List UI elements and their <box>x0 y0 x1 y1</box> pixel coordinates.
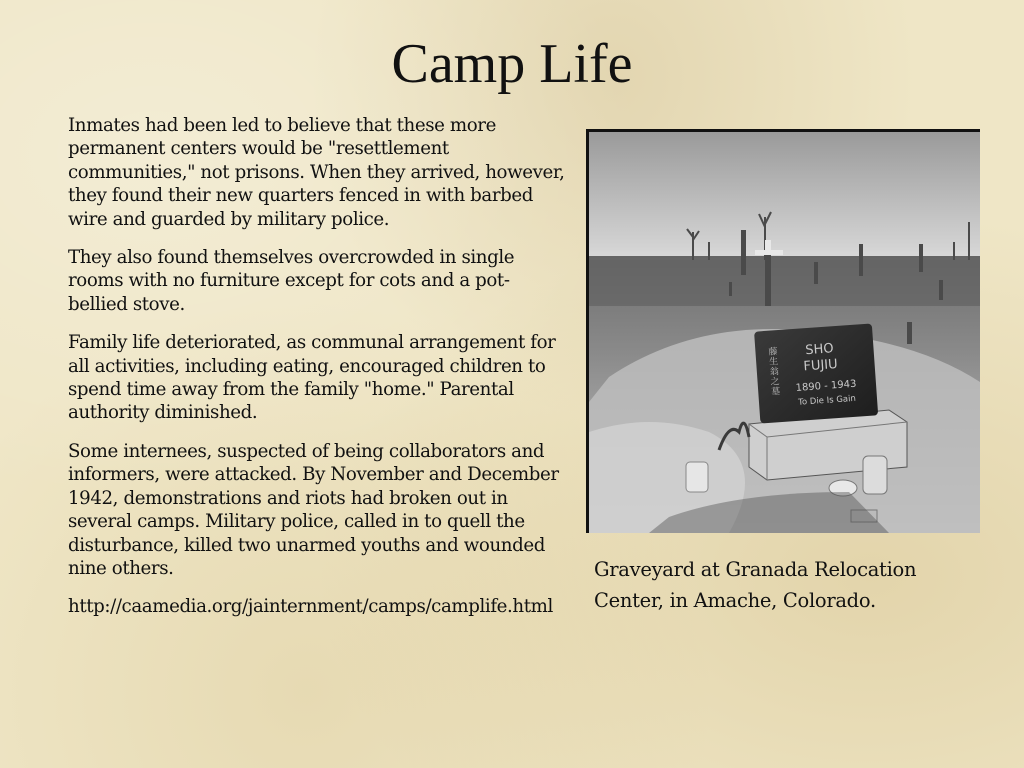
headstone-name-line1: SHO <box>804 341 835 359</box>
paragraph-resettlement: Inmates had been led to believe that these more permanent centers would be "resettlement communities," not prisons. When they arrived, however, they found their new quarters fenced in with barbed wire and guarded by military police. <box>68 115 565 230</box>
headstone-kanji: 藤生翁之墓 <box>766 346 780 397</box>
headstone <box>754 324 878 424</box>
body-text <box>68 114 568 634</box>
paragraph-overcrowding: They also found themselves overcrowded in single rooms with no furniture except for cots and a pot-bellied stove. <box>68 247 515 315</box>
paragraph-family-life: Family life deteriorated, as communal arrangement for all activities, including eating, encouraged children to spend time away from the family "home." Parental authority diminished. <box>68 332 556 424</box>
headstone-name-line2: FUJIU <box>803 357 839 375</box>
graveyard-photo-illustration <box>589 132 980 533</box>
headstone-dates: 1890 - 1943 <box>795 378 857 394</box>
paragraph-riots: Some internees, suspected of being collaborators and informers, were attacked. By November and December 1942, demonstrations and riots had broken out in several camps. Military police, called in to quell the disturbance, killed two unarmed youths and wounded nine others. <box>68 440 559 579</box>
sky <box>589 132 980 260</box>
graveyard-photo <box>586 129 980 533</box>
source-paragraph <box>68 595 568 618</box>
headstone-epitaph: To Die Is Gain <box>797 393 857 408</box>
photo-caption: Graveyard at Granada Relocation Center, in Amache, Colorado. <box>594 558 917 612</box>
source-link[interactable]: http://caamedia.org/jainternment/camps/camplife.html <box>68 596 553 618</box>
slide-title: Camp Life <box>391 33 633 95</box>
